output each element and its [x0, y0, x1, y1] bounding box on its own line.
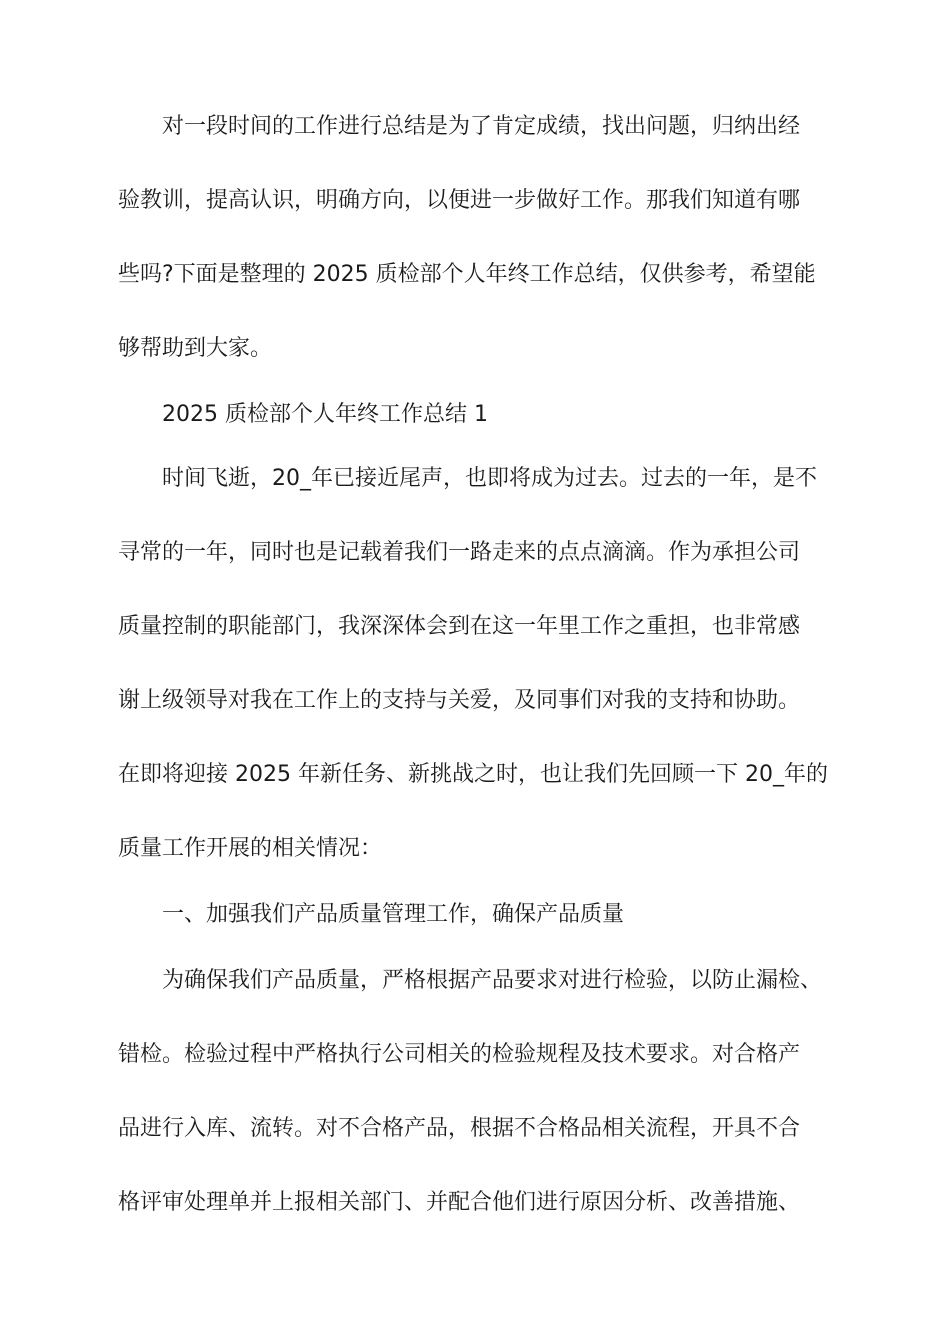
text-line-10: 在即将迎接 2025 年新任务、新挑战之时，也让我们先回顾一下 20_年的 — [118, 762, 828, 787]
text-line-9: 谢上级领导对我在工作上的支持与关爱，及同事们对我的支持和协助。 — [118, 688, 801, 713]
text-line-1: 对一段时间的工作进行总结是为了肯定成绩，找出问题，归纳出经 — [162, 114, 801, 139]
text-line-4: 够帮助到大家。 — [118, 336, 273, 361]
text-line-16: 格评审处理单并上报相关部门、并配合他们进行原因分析、改善措施、 — [118, 1190, 801, 1215]
text-line-6: 时间飞逝，20_年已接近尾声，也即将成为过去。过去的一年，是不 — [162, 466, 817, 491]
text-line-13: 为确保我们产品质量，严格根据产品要求对进行检验，以防止漏检、 — [162, 968, 823, 993]
text-line-8: 质量控制的职能部门，我深深体会到在这一年里工作之重担，也非常感 — [118, 614, 801, 639]
text-line-11: 质量工作开展的相关情况： — [118, 836, 383, 861]
text-line-15: 品进行入库、流转。对不合格产品，根据不合格品相关流程，开具不合 — [118, 1116, 801, 1141]
subheading-1: 一、加强我们产品质量管理工作，确保产品质量 — [162, 902, 625, 927]
section-title: 2025 质检部个人年终工作总结 1 — [162, 402, 488, 427]
text-line-7: 寻常的一年，同时也是记载着我们一路走来的点点滴滴。作为承担公司 — [118, 540, 801, 565]
text-line-3: 些吗?下面是整理的 2025 质检部个人年终工作总结，仅供参考，希望能 — [118, 262, 816, 287]
text-line-2: 验教训，提高认识，明确方向，以便进一步做好工作。那我们知道有哪 — [118, 188, 801, 213]
text-line-14: 错检。检验过程中严格执行公司相关的检验规程及技术要求。对合格产 — [118, 1042, 801, 1067]
